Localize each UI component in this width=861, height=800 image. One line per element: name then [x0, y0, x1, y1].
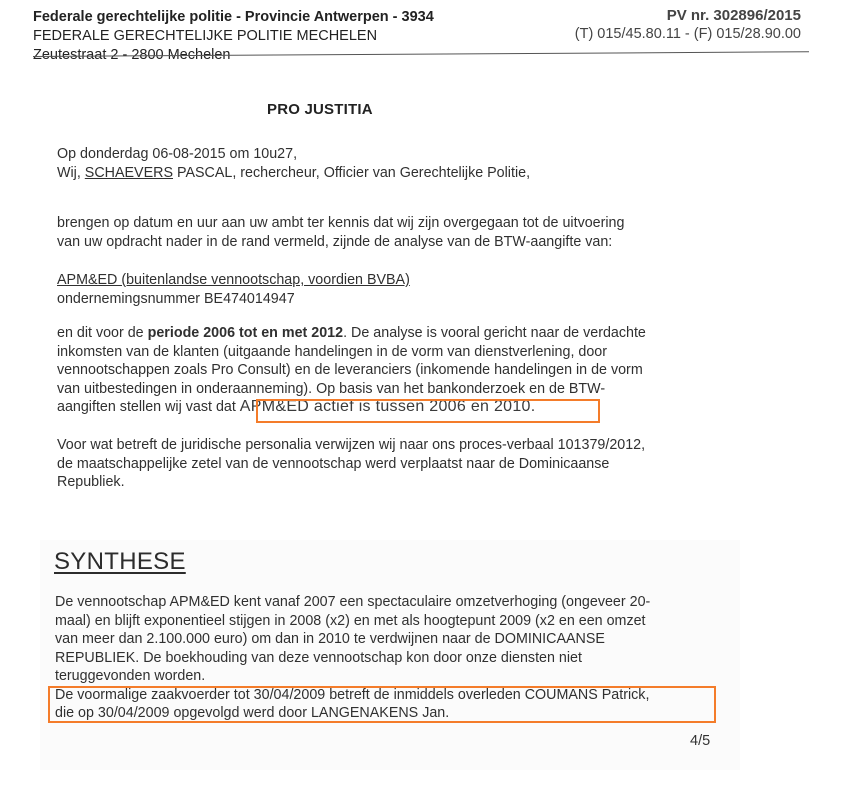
- org-line-2: FEDERALE GERECHTELIJKE POLITIE MECHELEN: [33, 28, 378, 44]
- company-block: [57, 271, 410, 308]
- analysis-period: periode 2006 tot en met 2012: [147, 325, 344, 341]
- company-name: APM&ED (buitenlandse vennootschap, voordien BVBA): [57, 272, 410, 288]
- intro-paragraph: [57, 145, 530, 182]
- highlight-box-manager: [48, 686, 716, 723]
- document-title: PRO JUSTITIA: [267, 101, 373, 118]
- manager-line-1: De voormalige zaakvoerder tot 30/04/2009 betreft de inmiddels overleden COUMANS Patrick,: [55, 686, 650, 703]
- page-number: 4/5: [690, 733, 711, 749]
- analysis-paragraph: en dit voor de periode 2006 tot en met 2012. De analyse is vooral gericht naar de verdachte inkomsten van de klanten (uitgaande handelingen in de vorm van dienstverlening, door vennootschappen zoals Pro Consult) en de leveranciers (inkomende handelingen in de vorm van uitbestedingen in onderaanneming). Op basis van het bankonderzoek en de BTW- aangiften stellen wij vast dat APM&ED actief is tussen 2006 en 2010.: [57, 325, 646, 415]
- personalia-paragraph: Voor wat betreft de juridische personalia verwijzen wij naar ons proces-verbaal 101379/2012, de maatschappelijke zetel van de vennootschap werd verplaatst naar de Dominicaanse Republiek.: [57, 437, 646, 490]
- synthese-title: SYNTHESE: [54, 548, 186, 575]
- header-reference: [575, 6, 801, 44]
- org-line-1: Federale gerechtelijke politie - Provincie Antwerpen - 3934: [33, 9, 434, 25]
- activity-highlight-text: APM&ED actief is tussen 2006 en 2010.: [239, 398, 536, 415]
- org-address: Zeutestraat 2 - 2800 Mechelen: [33, 47, 231, 63]
- officer-surname: SCHAEVERS: [84, 164, 173, 181]
- highlight-box-activity: [256, 399, 600, 423]
- enterprise-number: ondernemingsnummer BE474014947: [57, 290, 295, 307]
- intro-officer-line: Wij, SCHAEVERS PASCAL, rechercheur, Officier van Gerechtelijke Politie,: [57, 164, 531, 181]
- intro-date-line: Op donderdag 06-08-2015 om 10u27,: [57, 146, 298, 162]
- contact-numbers: (T) 015/45.80.11 - (F) 015/28.90.00: [574, 26, 801, 42]
- mission-paragraph: brengen op datum en uur aan uw ambt ter kennis dat wij zijn overgegaan tot de uitvoering van uw opdracht nader in de rand vermeld, zijnde de analyse van de BTW-aangifte van:: [57, 215, 625, 250]
- synthese-paragraph: De vennootschap APM&ED kent vanaf 2007 een spectaculaire omzetverhoging (ongeveer 20- maal) en blijft exponentieel stijgen in 2008 (x2) en met als hoogtepunt 2009 (x2 en een omzet van meer dan 2.100.000 euro) om dan in 2010 te verdwijnen naar de DOMINICAANSE REPUBLIEK. De boekhouding van deze vennootschap kon door onze diensten niet teruggevonden worden. De voormalige zaakvoerder tot 30/04/2009 betreft de inmiddels overleden COUMANS Patrick, die op 30/04/2009 opgevolgd werd door LANGENAKENS Jan.: [55, 594, 651, 721]
- manager-line-2: die op 30/04/2009 opgevolgd werd door LANGENAKENS Jan.: [55, 705, 450, 721]
- pv-number: PV nr. 302896/2015: [666, 7, 801, 24]
